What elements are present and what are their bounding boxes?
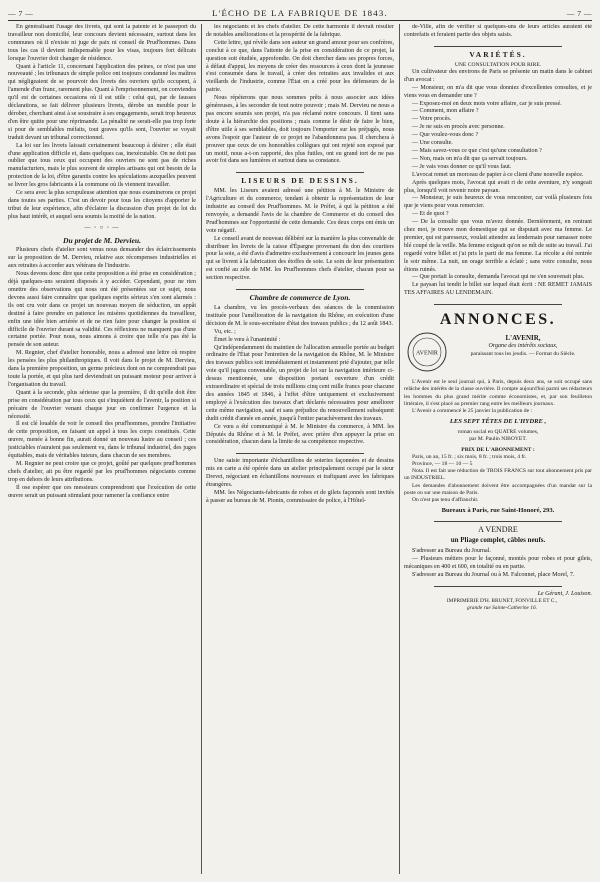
ornament: — ◦ ○ ◦ — [84,224,120,231]
dialogue-line: — Que portait la consulte, demanda l'avocat qui ne s'en souvenait plus. [412,274,585,281]
paragraph: de-Ville, afin de vérifier si quelques-uns de leurs articles auraient été contrefaits et feraient partie des objets saisis. [404,24,592,38]
column-divider [399,24,400,874]
page-number-left: — 7 — [8,8,34,18]
ad-paragraph: L'Avenir a commencé le 25 janvier la publication de : [412,408,533,415]
paragraph: Le conseil avant de nouveau délibéré sur la manière la plus convenable de distribuer les livrets de la caisse d'Épargne provenant du don des courtiers pour la soie, a été d'avis d'admettre exclusivement à concourir les jeunes gens qui se livrent à la fabrication des étoffes de soie. Le soin de leur présentation est confié au zèle de MM. les Prud'hommes chefs d'atelier, chacun pour sa section respective. [206,235,394,282]
section-title: VARIÉTÉS. [469,49,527,59]
vente-title: A VENDRE [478,525,518,535]
dialogue-line: — Je ne suis en procès avec personne. [412,124,505,131]
paragraph: Quant à la seconde, plus sérieuse que la première, il dit qu'elle doit être prise en considération par tous ceux qui s'inquiètent de l'avenir, la position si précaire de l'ouvrier venant chaque jour en confirmer l'urgence et la nécessité. [8,389,196,420]
paragraph: La chambre, vu les procès-verbaux des séances de la commission instituée pour l'amélioration de la navigation du Rhône, en exécution d'une décision de M. le sous-secrétaire d'état des travaux publics ; du 12 août 1843. [206,305,394,327]
separator [434,304,562,305]
dialogue-line: — Non, mais on m'a dit que ça servait toujours. [412,155,528,162]
paragraph: Émet le vœu à l'unanimité : [214,336,281,343]
printer-line: IMPRIMERIE D'H. BRUNET, FONVILLE ET C., [446,598,558,605]
column-1 [8,24,196,874]
ad-subtitle: Organe des intérêts sociaux, [488,343,558,350]
paragraph: Ce vœu a été communiqué à M. le Ministre du commerce, à MM. les Députés du Rhône et à M. le Préfet, avec prière d'en appuyer la prise en considération, chacun dans la limite de sa compétence respective. [206,423,394,446]
paragraph: Quant à l'article 11, concernant l'application des peines, ce n'est pas une nouveauté ; les tribunaux de simple police ont toujours condamné les maîtres qui négligeaient de se pourvoir des livrets des ouvriers qu'ils occupent, à l'amende d'un franc, rarement plus. Quant à l'emprisonnement, on conviendra qu'il est de certaines occasions où il est utile : celui qui, par de fausses déclarations, se fait délivrer plusieurs livrets, dérobe un meuble pour le dérober, cherchant ainsi à se soustraire à ses engagements, serait trop heureux d'en être quitte pour une réprimande. La pénalité ne serait-elle pas trop forte si pour de semblables méfaits, tout graves qu'ils sont, l'ouvrier se voyait traduit devant un tribunal correctionnel. [8,63,196,141]
dialogue-line: — Mais savez-vous ce que c'est qu'une consultation ? [412,147,542,154]
separator [236,453,364,454]
dialogue-line: — Une consulte. [412,140,453,147]
dialogue-line: — Je vais vous donner ce qu'il vous faut. [412,163,512,170]
dialogue-line: — Exposez-moi en deux mots votre affaire, car je suis pressé. [412,100,562,107]
ad-book-subtitle: roman social en QUATRE volumes, [457,429,539,436]
paragraph: S'adresser au Bureau du Journal. [412,547,491,554]
paragraph: M. Regnier, chef d'atelier honorable, nous a adressé une lettre où respire les pensées les plus philanthropiques. Il voit dans le projet de M. Dervieu, dans la première proposition, un germe précieux dont on ne comprendrait pas toute la portée, et qui plus tard deviendrait un puissant moteur pour arriver à l'organisation du travail. [8,350,196,388]
paragraph: Cette lettre, qui révèle dans son auteur un grand amour pour ses confrères, conclut à ce que, dans l'attente de la prise en considération de ce projet, la question soit étudiée, approfondie. On doit chercher dans ses propres forces, à défaut d'appui, les moyens de créer des ressources à ceux dont la jeunesse s'est consumée dans le travail, à créer des retraites aux invalides et aux vieillards de l'industrie, comme l'État en a créé pour les défenseurs de la patrie. [206,39,394,94]
seal-stamp-icon [406,331,448,373]
running-header [8,6,592,20]
paragraph: — Plusieurs métiers pour le façonné, montés pour robes et pour gilets, mécaniques en 400 et 600, en totalité ou en partie. [404,555,592,570]
newspaper-page [8,6,592,876]
paragraph: Le paysan lui tendit le billet sur lequel était écrit : NE REMET JAMAIS TES AFFAIRES AU LENDEMAIN. [404,282,592,297]
ad-paragraph: L'Avenir est le seul journal qui, à Paris, depuis deux ans, se soit occupé sans relâche des intérêts de la classe ouvrière. Il compte aujourd'hui parmi ses rédacteurs les hommes du plus grand mérite comme économistes, et, par son feuilleton littéraire, il s'est placé au premier rang entre les meilleurs journaux. [404,379,592,407]
paragraph: Plusieurs chefs d'atelier sont venus nous demander des éclaircissements sur la proposition de M. Dervieu, relative aux récompenses industrielles et aux retraites à accorder aux vétérans de l'industrie. [8,247,196,270]
dialogue-line: — Votre procès. [412,116,452,123]
dialogue-line: — Et de quoi ? [412,211,449,218]
ad-newspaper-name: L'AVENIR, [505,334,541,343]
paragraph: MM. les Négociants-fabricants de robes et de gilets façonnés sont invités à passer au bureau de M. Pionin, commissaire de police, à l'Hôtel- [206,489,394,504]
column-2 [206,24,394,874]
paragraph: Un cultivateur des environs de Paris se présente un matin dans le cabinet d'un avocat : [404,68,592,83]
ad-subtitle-2: paraissant tous les jeudis. — Format du Siècle. [470,351,576,358]
price-line: Paris, un an, 15 fr. ; six mois, 8 fr. ; trois mois, 4 fr. [412,453,527,460]
separator [434,521,562,522]
price-line: Province, — 18 — 10 — 5 [412,460,473,467]
ad-block [404,331,592,375]
price-title: PRIX DE L'ABONNEMENT : [461,446,535,453]
dialogue-line: — Comment, mon affaire ? [412,108,479,115]
section-subtitle: UNE CONSULTATION POUR RIRE. [454,61,542,68]
dialogue-line: — Que voulez-vous donc ? [412,132,479,139]
seal-text: AVENIR [416,350,438,357]
vente-subtitle: un Pliage complet, câbles neufs. [450,535,546,544]
paragraph: Il est clé louable de voir le conseil des prud'hommes, prendre l'initiative de cette proposition, en faisant un appel à tous les corps constitués. Cette œuvre, menée à bonne fin, aurait donné un nouveau lustre au conseil ; ces justiciables n'auraient pas seulement vu, dans le tribunal industriel, des juges équitables, mais de véritables tuteurs, dans chacun de ses membres. [8,421,196,460]
paragraph: Nous devons donc dire que cette proposition a été prise en considération ; déjà quelques-uns seraient disposés à y accéder. Cependant, pour ne rien omettre des observations qui nous ont été présentées sur ce sujet, nous devons aussi faire connaître que quelques esprits sérieux s'en sont alarmés : ils ont cru voir dans ce projet un nouveau moyen de séduction, un appât destiné à faire prendre en patience les misères quotidiennes du travailleur, enfin une idée bien arriérée et de ne rien faire pour changer la position si difficile de l'ouvrier durant sa validité. Ces réflexions ne manquent pas d'une certaine portée. Pour nous, nous aimons à croire que telle n'a pas été la pensée de son auteur. [8,271,196,349]
gerant-signature: Le Gérant, J. Louison. [537,590,592,597]
ad-book-author: par M. Paulin NIBOYET. [469,436,527,443]
dialogue-line: — De la consulte que vous m'avez donnée. Dernièrement, en rentrant chez moi, je trouve mon domestique qui se disputait avec ma femme. Le premier, qui est paresseux, voulait attendre au lendemain pour ramasser notre blé coupé de la veille. Ma femme exigeait qu'on se mît de suite au travail. J'ai regardé votre billet et j'ai pris le parti de ma femme. La récolte a été rentrée le soir même. La nuit, un orage terrible a éclaté ; sans votre consulte, nous étions ruinés. [404,219,592,273]
paragraph: M. Regnier ne peut croire que ce projet, goûté par quelques prud'hommes chefs d'atelier, ait pu être regardé par les prud'hommes négociants comme trop en dehors de leurs attributions. [8,460,196,483]
paragraph: Après quelques mois, l'avocat qui avait ri de cette aventure, n'y songeait plus, lorsqu'il voit revenir notre paysan. [404,179,592,194]
dialogue-line: — Monsieur, je suis heureux de vous rencontrer, car voilà plusieurs fois que je viens pour vous remercier. [404,195,592,210]
newspaper-title: L'ÉCHO DE LA FABRIQUE DE 1843. [212,8,388,18]
column-divider [201,24,202,874]
paragraph: La loi sur les livrets laissait certainement beaucoup à désirer ; elle était d'une application difficile et, dans quelques cas, inexécutable. On ne doit pas oublier que tous ceux qui occupent des ouvriers ne sont pas de riches manufacturiers, mais le plus souvent de simples artisans qui ont besoin de la protection de la loi, d'être garantis contre les spéculations auxquelles peuvent se livrer les gros fabricants à la commune où ils viennent travailler. [8,142,196,189]
section-title: Du projet de M. Dervieu. [62,235,142,245]
page-number-right: — 7 — [566,8,592,18]
separator [434,46,562,47]
separator [236,172,364,173]
paragraph: MM. les Liseurs avaient adressé une pétition à M. le Ministre de l'Agriculture et du commerce, tendant à obtenir la représentation de leur industrie au conseil des Prud'hommes. M. le Préfet, à qui la pétition a été renvoyée, a demandé l'avis de la chambre de Commerce et du conseil des Prud'hommes sur l'opportunité de cette demande. Ces deux corps ont émis un vote négatif. [206,188,394,234]
paragraph: Nous répéterons que nous sommes prêts à nous associer aux idées généreuses, à les seconder de tout notre pouvoir ; mais M. Dervieu ne nous a pas encore soumis son projet, n'a pas réclamé notre concours. Il tient sans doute à la hiérarchie des positions ; mais comme le désir de faire le bien, d'être utile à ses semblables, doit toujours l'emporter sur les préjugés, nous avons l'espoir que l'auteur de ce projet ne l'abandonnera pas. Il cherchera à prouver que ceux de ces honorables collègues qui ont rejeté son exposé par un motif, nous a-t-on rapporté, des plus futiles, ont eu grand tort de ne pas avoir foi dans ses lumières et surtout dans sa constance. [206,95,394,165]
paragraph: Vu, etc. ; [214,328,236,335]
paragraph: Ce sera avec la plus scrupuleuse attention que nous examinerons ce projet dans toutes ses parties. C'est un devoir pour tous les citoyens d'apporter le tribut de leur expérience, afin d'éclairer la discussion d'un projet de loi du plus haut intérêt, et auquel sera soumis la moitié de la nation. [8,190,196,220]
printer-address: grande rue Sainte-Catherine 16. [466,605,538,612]
paragraph: Il ose espérer que ces messieurs comprendront que l'exécution de cette œuvre serait un puissant stimulant pour ramener la confiance entre [8,484,196,499]
paragraph: Qu'indépendamment du maintien de l'allocation annuelle portée au budget ordinaire de l'État pour l'entretien de la navigation du Rhône, M. le Ministre des travaux publics soit immédiatement et instamment prié d'ajouter, par telle voie qu'il jugera convenable, un projet de loi sur la navigation intérieure ci-dessus mentionnée, une disposition portant ouverture d'un crédit extraordinaire et spécial de trois millions cinq cent mille francs pour chacune des années 1845 et 1846, à l'effet d'être uniquement et exclusivement employé à l'exécution des travaux d'art déclarés nécessaires pour améliorer cette même navigation, sauf et sans préjudice du renouvellement subséquent dudit crédit d'année en année, jusqu'à l'entier parachèvement des travaux. [206,344,394,422]
ad-paragraph: Les demandes d'abonnement doivent être accompagnées d'un mandat sur la poste ou sur une maison de Paris. [404,482,592,496]
paragraph: S'adresser au Bureau du Journal ou à M. Falconnet, place Morel, 7. [412,571,575,578]
ad-book-title: LES SEPT TÊTES DE L'HYDRE , [449,418,547,426]
column-3 [404,24,592,874]
paragraph: En généralisant l'usage des livrets, qui sont la patente et le passeport du travailleur non domicilié, leur concours devient nécessaire, surtout dans les communes où il n'existe ni juge de paix ni conseil de Prud'hommes. Dans tous les cas il devient indispensable pour les visas, toujours fort délicats lorsque l'ouvrier doit changer de résidence. [8,24,196,62]
annonces-title: ANNONCES. [439,311,557,329]
separator [434,586,562,587]
paragraph: les négociants et les chefs d'atelier. De cette harmonie il devrait résulter de notables améliorations et la prospérité de la fabrique. [206,24,394,38]
section-title: Chambre de commerce de Lyon. [249,293,351,303]
ad-bureau: Bureaux à Paris, rue Saint-Honoré, 293. [441,507,555,515]
ad-nota: Nota. Il est fait une réduction de TROIS FRANCS sur tout abonnement pris par un INDUSTRIEL. [404,468,592,482]
header-rule [8,20,592,21]
paragraph: L'avocat remet un morceau de papier à ce client d'une nouvelle espèce. [412,171,584,178]
ad-paragraph: On n'est pas tenu d'affranchir. [412,496,479,503]
separator [236,289,364,290]
paragraph: Une saisie importante d'échantillons de soieries façonnées et de dessins mis en carte a été opérée dans un atelier principalement occupé par le sieur Drevet, négociant en échantillons nouveaux et trafiquant avec les fabriques étrangères. [206,458,394,489]
section-title: LISEURS DE DESSINS. [241,176,359,186]
dialogue-line: — Monsieur, on m'a dit que vous donniez d'excellentes consultes, et je viens vous en demander une ? [404,84,592,99]
